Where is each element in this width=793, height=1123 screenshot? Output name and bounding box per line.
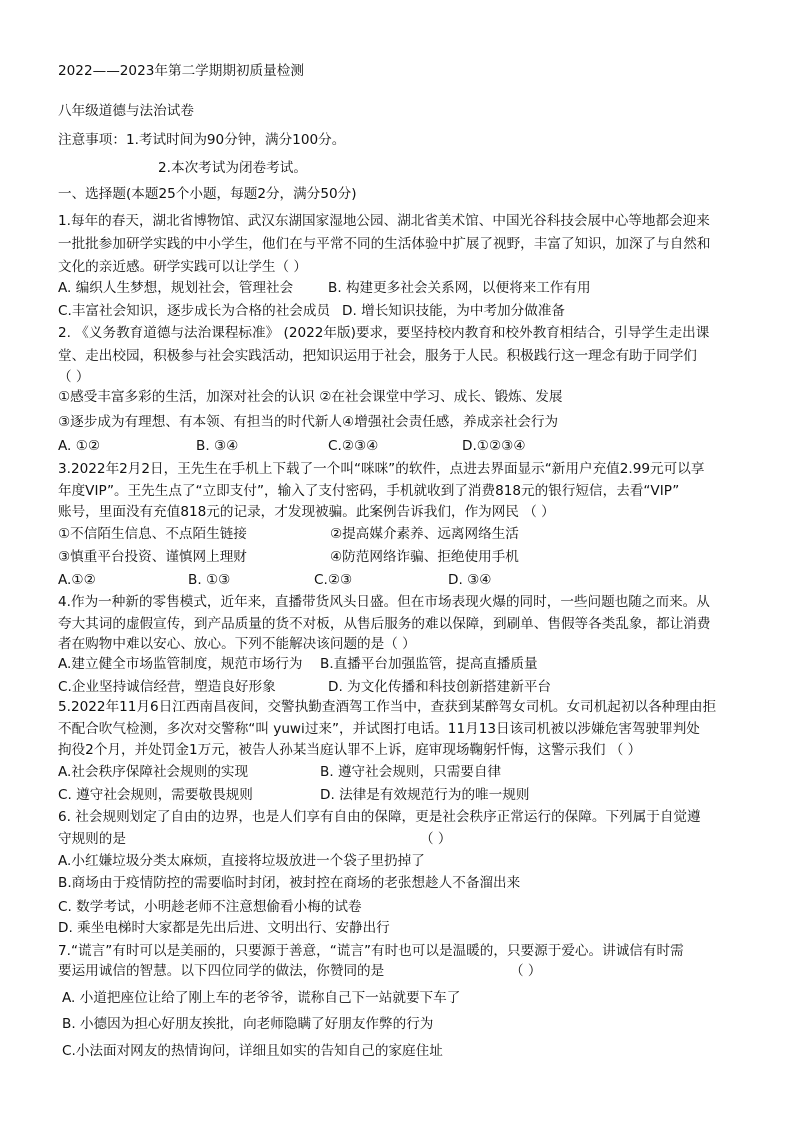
q1-option-c[interactable]: C.丰富社会知识，逐步成长为合格的社会成员 [58,303,331,319]
q4-stem-line: 4.作为一种新的零售模式，近年来，直播带货风头日盛。但在市场表现火爆的同时，一些问题也随之而来。从 [58,594,710,610]
notice-label: 注意事项： [58,132,126,148]
q7-option-b[interactable]: B. 小德因为担心好朋友挨批，向老师隐瞒了好朋友作弊的行为 [62,1016,434,1032]
exam-subject: 八年级道德与法治试卷 [58,103,194,119]
q2-statement-line: ③逐步成为有理想、有本领、有担当的时代新人④增强社会责任感，养成亲社会行为 [58,414,559,430]
q3-option-d[interactable]: D. ③④ [448,572,492,588]
q5-option-a[interactable]: A.社会秩序保障社会规则的实现 [58,764,249,780]
q2-option-c[interactable]: C.②③④ [328,438,379,454]
q6-option-a[interactable]: A.小红嫌垃圾分类太麻烦，直接将垃圾放进一个袋子里扔掉了 [58,853,425,869]
q7-stem-line: 7.“谎言”有时可以是美丽的，只要源于善意，“谎言”有时也可以是温暖的，只要源于爱心。讲诚信有时需 [58,943,684,959]
q4-option-b[interactable]: B.直播平台加强监管，提高直播质量 [320,656,538,672]
q4-option-c[interactable]: C.企业坚持诚信经营，塑造良好形象 [58,679,276,695]
q2-option-a[interactable]: A. ①② [58,438,101,454]
q5-option-c[interactable]: C. 遵守社会规则，需要敬畏规则 [58,787,253,803]
notice-line-1 [58,130,345,150]
q3-stem-line: 账号，里面没有充值818元的记录，才发现被骗。此案例告诉我们，作为网民 （ ） [58,504,555,520]
q2-option-d[interactable]: D.①②③④ [462,438,526,454]
q4-option-d[interactable]: D. 为文化传播和科技创新搭建新平台 [328,679,552,695]
q6-stem-line: 守规则的是 [58,831,126,847]
q1-stem-line: 一批批参加研学实践的中小学生，他们在与平常不同的生活体验中扩展了视野，丰富了知识，加深了与自然和 [58,236,711,252]
q6-option-b[interactable]: B.商场由于疫情防控的需要临时封闭，被封控在商场的老张想趁人不备溜出来 [58,875,521,891]
q5-stem-line: 不配合吹气检测，多次对交警称“叫 yuwi过来”，并试图打电话。11月13日该司机被以涉嫌危害驾驶罪判处 [58,721,700,737]
q5-option-d[interactable]: D. 法律是有效规范行为的唯一规则 [320,787,530,803]
q7-answer-bracket[interactable]: （ ） [510,963,542,979]
q1-stem-line: 文化的亲近感。研学实践可以让学生（ ） [58,259,308,275]
q6-option-c[interactable]: C. 数学考试，小明趁老师不注意想偷看小梅的试卷 [58,899,362,915]
q6-option-d[interactable]: D. 乘坐电梯时大家都是先出后进、文明出行、安静出行 [58,920,390,936]
q2-option-b[interactable]: B. ③④ [196,438,239,454]
q1-option-b[interactable]: B. 构建更多社会关系网，以便将来工作有用 [328,280,591,296]
q3-option-a[interactable]: A.①② [58,572,96,588]
notice-item-1: 1.考试时间为90分钟，满分100分。 [125,132,346,148]
q2-statement-line: ①感受丰富多彩的生活，加深对社会的认识 ②在社会课堂中学习、成长、锻炼、发展 [58,389,563,405]
q5-stem-line: 拘役2个月，并处罚金1万元，被告人孙某当庭认罪不上诉，庭审现场鞠躬忏悔，这警示我们 （ ） [58,742,642,758]
q3-statement-1: ①不信陌生信息、不点陌生链接 [58,526,247,542]
q1-stem-line: 1.每年的春天，湖北省博物馆、武汉东湖国家湿地公园、湖北省美术馆、中国光谷科技会展中心等地都会迎来 [58,213,710,229]
q3-stem-line: 3.2022年2月2日，王先生在手机上下载了一个叫“咪咪”的软件，点进去界面显示“新用户充值2.99元可以享 [58,461,705,477]
q1-option-d[interactable]: D. 增长知识技能，为中考加分做准备 [342,303,566,319]
notice-item-2: 2.本次考试为闭卷考试。 [158,160,307,176]
q1-option-a[interactable]: A. 编织人生梦想，规划社会，管理社会 [58,280,294,296]
q7-option-a[interactable]: A. 小道把座位让给了刚上车的老爷爷，谎称自己下一站就要下车了 [62,990,461,1006]
q5-option-b[interactable]: B. 遵守社会规则，只需要自律 [320,764,502,780]
q3-stem-line: 年度VIP”。王先生点了“立即支付”，输入了支付密码，手机就收到了消费818元的银行短信，去看“VIP” [58,483,680,499]
q3-option-c[interactable]: C.②③ [314,572,353,588]
q4-stem-line: 者在购物中难以安心、放心。下列不能解决该问题的是（ ） [58,636,416,652]
q2-stem-line: 堂、走出校园，积极参与社会实践活动，把知识运用于社会，服务于人民。积极践行这一理念有助于同学们 [58,348,697,364]
q4-stem-line: 夸大其词的虚假宣传，到产品质量的货不对板，从售后服务的难以保障，到刷单、售假等各类乱象，都让消费 [58,616,711,632]
q7-option-c[interactable]: C.小法面对网友的热情询问，详细且如实的告知自己的家庭住址 [62,1043,443,1059]
q4-option-a[interactable]: A.建立健全市场监管制度，规范市场行为 [58,656,303,672]
q6-stem-line: 6. 社会规则划定了自由的边界，也是人们享有自由的保障，更是社会秩序正常运行的保障。下列属于自觉遵 [58,809,701,825]
exam-title: 2022——2023年第二学期期初质量检测 [58,63,304,79]
section-title: 一、选择题(本题25个小题，每题2分，满分50分) [58,186,357,202]
q3-statement-2: ②提高媒介素养、远离网络生活 [330,526,519,542]
q3-option-b[interactable]: B. ①③ [188,572,231,588]
q3-statement-4: ④防范网络诈骗、拒绝使用手机 [330,549,519,565]
q3-statement-3: ③慎重平台投资、谨慎网上理财 [58,549,247,565]
q5-stem-line: 5.2022年11月6日江西南昌夜间，交警执勤查酒驾工作当中，查获到某醉驾女司机。女司机起初以各种理由拒 [58,699,717,715]
q7-stem-line: 要运用诚信的智慧。以下四位同学的做法，你赞同的是 [58,963,385,979]
q6-answer-bracket[interactable]: （ ） [420,831,452,847]
q2-stem-line: （ ） [58,369,90,385]
q2-stem-line: 2. 《义务教育道德与法治课程标准》 (2022年版)要求，要坚持校内教育和校外教育相结合，引导学生走出课 [58,325,710,341]
